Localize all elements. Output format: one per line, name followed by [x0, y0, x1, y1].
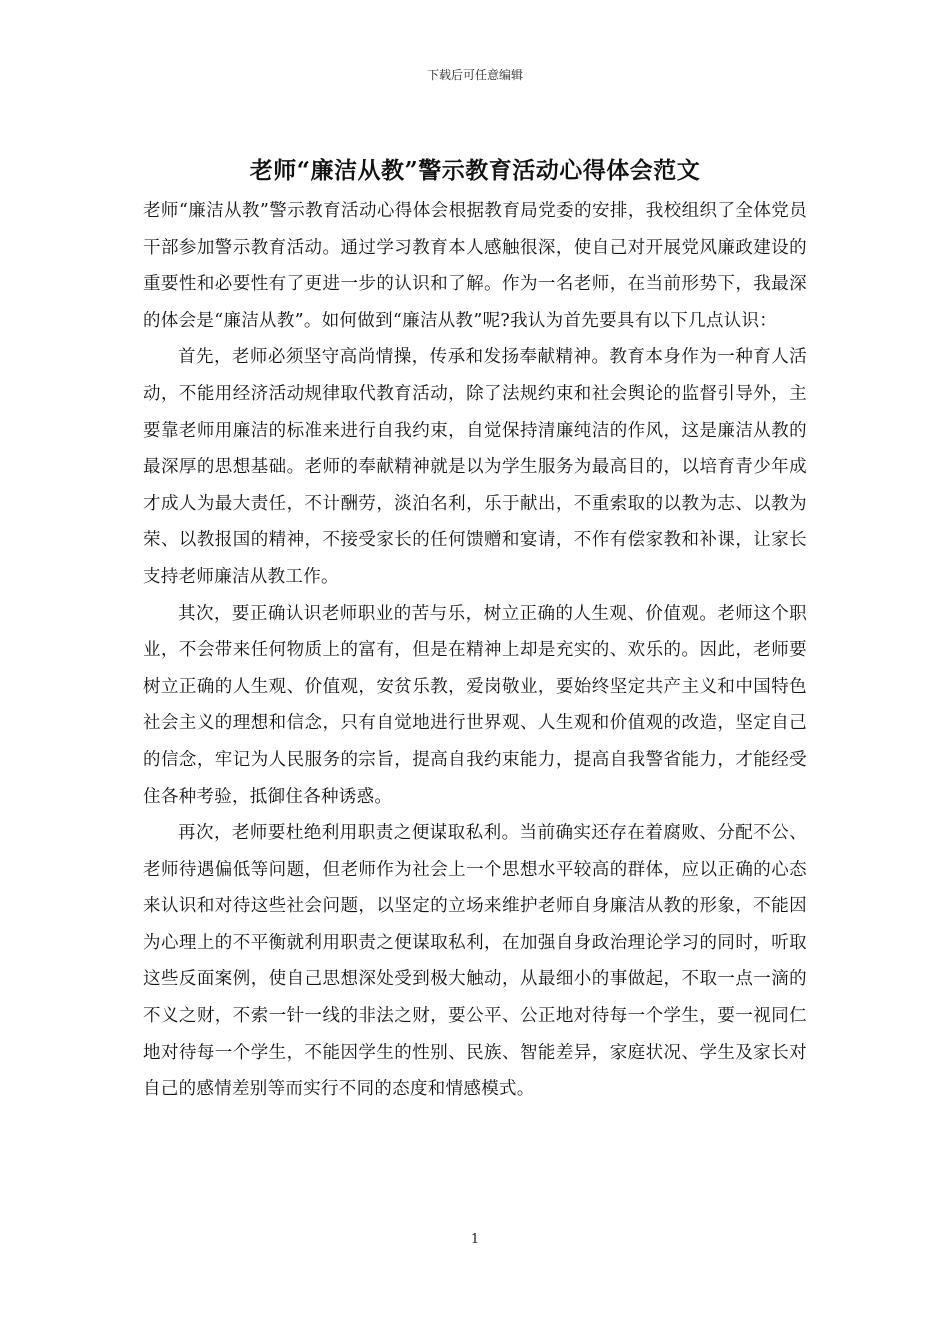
page-number: 1 [470, 1232, 480, 1247]
paragraph-third: 再次，老师要杜绝利用职责之便谋取私利。当前确实还存在着腐败、分配不公、老师待遇偏低等问题，但老师作为社会上一个思想水平较高的群体，应以正确的心态来认识和对待这些社会问题，以坚定的立场来维护老师自身廉洁从教的形象，不能因为心理上的不平衡就利用职责之便谋取私利，在加强自身政治理论学习的同时，听取这些反面案例，使自己思想深处受到极大触动，从最细小的事做起，不取一点一滴的不义之财，不索一针一线的非法之财，要公平、公正地对待每一个学生，要一视同仁地对待每一个学生，不能因学生的性别、民族、智能差异，家庭状况、学生及家长对自己的感情差别等而实行不同的态度和情感模式。 [143, 823, 807, 1100]
paragraph-intro: 老师“廉洁从教”警示教育活动心得体会根据教育局党委的安排，我校组织了全体党员干部参加警示教育活动。通过学习教育本人感触很深，使自己对开展党风廉政建设的重要性和必要性有了更进一步的认识和了解。作为一名老师，在当前形势下，我最深的体会是“廉洁从教”。如何做到“廉洁从教”呢?我认为首先要具有以下几点认识： [143, 201, 807, 331]
document-title: 老师“廉洁从教”警示教育活动心得体会范文 [249, 157, 701, 184]
paragraph-second: 其次，要正确认识老师职业的苦与乐，树立正确的人生观、价值观。老师这个职业，不会带来任何物质上的富有，但是在精神上却是充实的、欢乐的。因此，老师要树立正确的人生观、价值观，安贫乐教，爱岗敬业，要始终坚定共产主义和中国特色社会主义的理想和信念，只有自觉地进行世界观、人生观和价值观的改造，坚定自己的信念，牢记为人民服务的宗旨，提高自我约束能力，提高自我警省能力，才能经受住各种考验，抵御住各种诱惑。 [143, 603, 807, 807]
header-note: 下载后可任意编辑 [426, 68, 523, 82]
document-body [143, 193, 807, 1108]
paragraph-first: 首先，老师必须坚守高尚情操，传承和发扬奉献精神。教育本身作为一种育人活动，不能用经济活动规律取代教育活动，除了法规约束和社会舆论的监督引导外，主要靠老师用廉洁的标准来进行自我约束，自觉保持清廉纯洁的作风，这是廉洁从教的最深厚的思想基础。老师的奉献精神就是以为学生服务为最高目的，以培育青少年成才成人为最大责任，不计酬劳，淡泊名利，乐于献出，不重索取的以教为志、以教为荣、以教报国的精神，不接受家长的任何馈赠和宴请，不作有偿家教和补课，让家长支持老师廉洁从教工作。 [143, 347, 807, 587]
